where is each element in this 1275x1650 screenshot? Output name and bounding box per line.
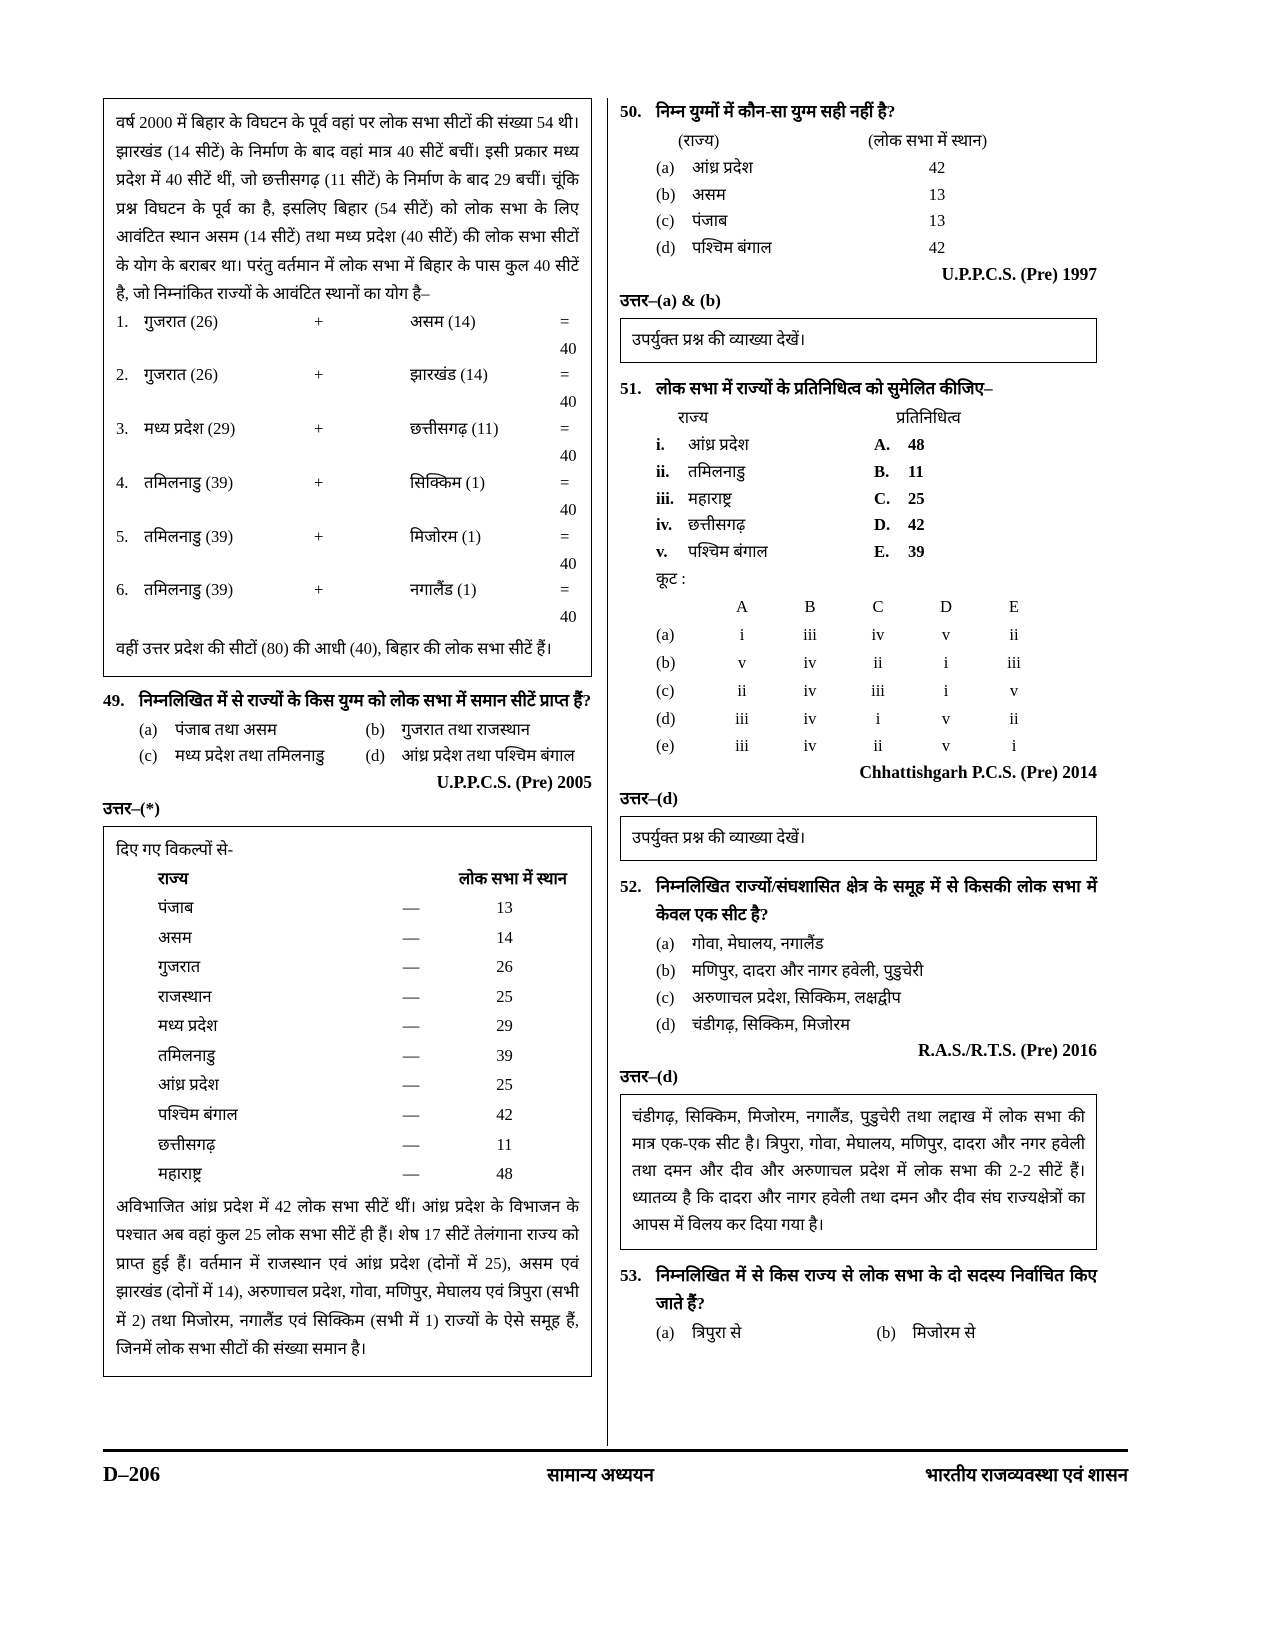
code-value: iii bbox=[871, 680, 885, 700]
plus-sign: + bbox=[314, 526, 324, 546]
plus-sign: + bbox=[314, 472, 324, 492]
pair-row bbox=[116, 577, 579, 631]
header-seats: (लोक सभा में स्थान) bbox=[868, 130, 988, 150]
option-row bbox=[656, 1320, 1097, 1347]
right-column bbox=[600, 98, 1097, 1443]
seat-count: 13 bbox=[496, 898, 513, 918]
state-name: राजस्थान bbox=[158, 986, 212, 1006]
explanation-51-text: उपर्युक्त प्रश्न की व्याख्या देखें। bbox=[632, 828, 806, 848]
code-col-d: D bbox=[940, 597, 952, 617]
table-row bbox=[116, 982, 579, 1012]
option-label: (d) bbox=[656, 1014, 676, 1034]
pair-state-a: तमिलनाडु (39) bbox=[144, 472, 234, 492]
code-value: v bbox=[1009, 680, 1019, 700]
pair-total: = 40 bbox=[560, 365, 577, 412]
option-label: (b) bbox=[365, 719, 385, 739]
question-52-number: 52. bbox=[620, 877, 642, 897]
code-value: i bbox=[1011, 736, 1017, 756]
question-51-text: लोक सभा में राज्यों के प्रतिनिधित्व को सुमेलित कीजिए– bbox=[656, 379, 993, 399]
explanation-52-text: चंडीगढ़, सिक्किम, मिजोरम, नगालैंड, पुडुचेरी तथा लद्दाख में लोक सभा की मात्र एक-एक सीट है। त्रिपुरा, गोवा, मेघालय, मणिपुर, दादरा और नगर हवेली तथा दमन और दीव और अरुणाचल प्रदेश में लोक सभा की 2-2 सीटें हैं। ध्यातव्य है कि दादरा और नागर हवेली तथा दमन और दीव संघ राज्यक्षेत्रों का आपस में विलय कर दिया गया है। bbox=[632, 1107, 1085, 1234]
match-value: 42 bbox=[908, 515, 925, 535]
question-53-option-a[interactable] bbox=[656, 1320, 877, 1347]
question-50-answer: उत्तर–(a) & (b) bbox=[620, 291, 721, 311]
pair-total: = 40 bbox=[560, 419, 577, 466]
question-49 bbox=[103, 687, 592, 715]
match-value: 39 bbox=[908, 542, 925, 562]
dash: — bbox=[402, 1164, 420, 1184]
code-value: ii bbox=[1009, 708, 1019, 728]
match-index: iv. bbox=[656, 515, 673, 535]
code-value: ii bbox=[873, 736, 883, 756]
option-label: (a) bbox=[656, 933, 675, 953]
plus-sign: + bbox=[314, 365, 324, 385]
question-52-source: R.A.S./R.T.S. (Pre) 2016 bbox=[917, 1040, 1097, 1061]
code-value: ii bbox=[737, 680, 747, 700]
header-representation: प्रतिनिधित्व bbox=[896, 407, 961, 427]
seat-count: 26 bbox=[496, 957, 513, 977]
code-value: iii bbox=[1007, 652, 1021, 672]
question-52-option-a[interactable] bbox=[656, 931, 1097, 958]
match-row bbox=[656, 486, 1097, 513]
pair-row bbox=[116, 470, 579, 524]
code-value: iv bbox=[803, 652, 817, 672]
option-label: (a) bbox=[656, 1322, 675, 1342]
option-label: (a) bbox=[139, 719, 158, 739]
question-53-text: निम्नलिखित में से किस राज्य से लोक सभा के दो सदस्य निर्वाचित किए जाते हैं? bbox=[656, 1265, 1097, 1313]
option-state: आंध्र प्रदेश bbox=[692, 157, 753, 177]
dash: — bbox=[402, 927, 420, 947]
code-value: iv bbox=[803, 708, 817, 728]
seat-count: 48 bbox=[496, 1164, 513, 1184]
dash: — bbox=[402, 1045, 420, 1065]
question-51-option-d[interactable] bbox=[656, 705, 1097, 733]
seat-count: 25 bbox=[496, 986, 513, 1006]
seat-table-col-state: राज्य bbox=[158, 869, 189, 889]
option-seats: 13 bbox=[928, 211, 946, 231]
option-text: गुजरात तथा राजस्थान bbox=[401, 719, 530, 739]
question-51-code-table bbox=[656, 593, 1097, 760]
pair-state-a: गुजरात (26) bbox=[144, 311, 218, 331]
question-53-option-b[interactable] bbox=[877, 1320, 1098, 1347]
option-text: मध्य प्रदेश तथा तमिलनाडु bbox=[175, 746, 325, 766]
pair-state-b: नगालैंड (1) bbox=[410, 580, 477, 600]
two-column-body bbox=[103, 98, 1128, 1443]
question-51-match-header bbox=[656, 405, 1097, 432]
option-label: (d) bbox=[365, 746, 385, 766]
code-col-b: B bbox=[804, 597, 816, 617]
footer-topic: भारतीय राजव्यवस्था एवं शासन bbox=[925, 1466, 1128, 1486]
pair-index: 5. bbox=[116, 526, 129, 546]
question-50-option-c[interactable] bbox=[656, 208, 1097, 235]
table-row bbox=[116, 923, 579, 953]
match-row bbox=[656, 459, 1097, 486]
match-letter: A. bbox=[874, 434, 891, 454]
question-50-table-header bbox=[656, 128, 1097, 155]
question-49-option-d[interactable] bbox=[366, 743, 593, 770]
code-value: iv bbox=[803, 736, 817, 756]
code-value: iv bbox=[871, 624, 885, 644]
code-col-a: A bbox=[736, 597, 748, 617]
table-row bbox=[116, 1130, 579, 1160]
question-49-option-a[interactable] bbox=[139, 717, 366, 744]
match-value: 48 bbox=[908, 434, 925, 454]
pair-index: 2. bbox=[116, 365, 129, 385]
option-label: (a) bbox=[656, 157, 675, 177]
question-49-option-b[interactable] bbox=[366, 717, 593, 744]
match-row bbox=[656, 432, 1097, 459]
pair-state-b: सिक्किम (1) bbox=[410, 472, 486, 492]
state-name: आंध्र प्रदेश bbox=[158, 1075, 219, 1095]
option-seats: 13 bbox=[928, 184, 946, 204]
question-52-options bbox=[656, 931, 1097, 1039]
explanation-49-paragraph: अविभाजित आंध्र प्रदेश में 42 लोक सभा सीटें थीं। आंध्र प्रदेश के विभाजन के पश्चात अब वहां कुल 25 लोक सभा सीटें ही हैं। शेष 17 सीटें तेलंगाना राज्य को प्राप्त हुई हैं। वर्तमान में राजस्थान एवं आंध्र प्रदेश (दोनों में 25), असम एवं झारखंड (दोनों में 14), अरुणाचल प्रदेश, गोवा, मणिपुर, मेघालय एवं त्रिपुरा (सभी में 2) तथा मिजोरम, नगालैंड एवं सिक्किम (सभी में 1) राज्यों के ऐसे समूह हैं, जिनमें लोक सभा सीटों की संख्या समान है। bbox=[116, 1196, 579, 1359]
question-51-option-a[interactable] bbox=[656, 621, 1097, 649]
match-value: 11 bbox=[908, 461, 924, 481]
match-row bbox=[656, 512, 1097, 539]
match-value: 25 bbox=[908, 488, 925, 508]
option-text: आंध्र प्रदेश तथा पश्चिम बंगाल bbox=[401, 746, 575, 766]
state-name: छत्तीसगढ़ bbox=[158, 1134, 216, 1154]
table-row bbox=[116, 893, 579, 923]
option-seats: 42 bbox=[928, 238, 946, 258]
pair-total: = 40 bbox=[560, 311, 577, 358]
code-value: iii bbox=[803, 624, 817, 644]
dash: — bbox=[402, 1104, 420, 1124]
question-49-option-c[interactable] bbox=[139, 743, 366, 770]
footer-page-code: D–206 bbox=[103, 1462, 161, 1486]
state-name: पश्चिम बंगाल bbox=[158, 1104, 238, 1124]
option-text: त्रिपुरा से bbox=[692, 1322, 742, 1342]
option-text: चंडीगढ़, सिक्किम, मिजोरम bbox=[692, 1014, 851, 1034]
code-value: i bbox=[739, 624, 745, 644]
option-row bbox=[139, 743, 592, 770]
question-53-number: 53. bbox=[620, 1265, 642, 1285]
code-header-row bbox=[656, 593, 1097, 621]
seat-table-col-seats: लोक सभा में स्थान bbox=[458, 869, 567, 889]
question-50 bbox=[620, 98, 1097, 126]
pair-row bbox=[116, 362, 579, 416]
pair-row bbox=[116, 416, 579, 470]
state-name: तमिलनाडु bbox=[158, 1045, 216, 1065]
code-value: ii bbox=[1009, 624, 1019, 644]
footer-divider bbox=[103, 1449, 1128, 1452]
match-index: ii. bbox=[656, 461, 670, 481]
dash: — bbox=[402, 1075, 420, 1095]
dash: — bbox=[402, 1134, 420, 1154]
seat-table-header bbox=[116, 864, 579, 893]
code-col-e: E bbox=[1008, 597, 1020, 617]
match-letter: D. bbox=[874, 515, 891, 535]
question-49-text: निम्नलिखित में से राज्यों के किस युग्म को लोक सभा में समान सीटें प्राप्त हैं? bbox=[139, 690, 592, 710]
question-52-option-d[interactable] bbox=[656, 1012, 1097, 1039]
seat-count: 11 bbox=[496, 1134, 513, 1154]
question-52-answer: उत्तर–(d) bbox=[620, 1067, 678, 1087]
dash: — bbox=[402, 1016, 420, 1036]
pair-index: 1. bbox=[116, 311, 129, 331]
seat-count: 25 bbox=[496, 1075, 513, 1095]
question-50-option-a[interactable] bbox=[656, 155, 1097, 182]
option-label: (b) bbox=[656, 960, 676, 980]
state-name: गुजरात bbox=[158, 957, 201, 977]
pair-state-b: छत्तीसगढ़ (11) bbox=[410, 419, 499, 439]
pair-row bbox=[116, 524, 579, 578]
pair-state-a: तमिलनाडु (39) bbox=[144, 580, 234, 600]
option-text: मणिपुर, दादरा और नागर हवेली, पुडुचेरी bbox=[692, 960, 924, 980]
option-label: (c) bbox=[139, 746, 158, 766]
explanation-box-top bbox=[103, 98, 592, 677]
table-row bbox=[116, 1070, 579, 1100]
code-col-c: C bbox=[872, 597, 884, 617]
table-row bbox=[116, 1041, 579, 1071]
pair-index: 3. bbox=[116, 419, 129, 439]
code-value: iii bbox=[735, 708, 749, 728]
pair-total: = 40 bbox=[560, 472, 577, 519]
table-row bbox=[116, 952, 579, 982]
page-footer bbox=[103, 1462, 1128, 1487]
match-state: पश्चिम बंगाल bbox=[688, 542, 768, 562]
pair-total: = 40 bbox=[560, 526, 577, 573]
option-label: (c) bbox=[656, 680, 675, 700]
pair-index: 6. bbox=[116, 580, 129, 600]
plus-sign: + bbox=[314, 419, 324, 439]
header-state: राज्य bbox=[678, 407, 709, 427]
code-value: v bbox=[941, 624, 951, 644]
option-label: (d) bbox=[656, 708, 676, 728]
explanation-top-paragraph: वर्ष 2000 में बिहार के विघटन के पूर्व वहां पर लोक सभा सीटों की संख्या 54 थी। झारखंड (14 सीटें) के निर्माण के बाद वहां मात्र 40 सीटें बचीं। इसी प्रकार मध्य प्रदेश में 40 सीटें थीं, जो छत्तीसगढ़ (11 सीटें) के निर्माण के बाद 29 बचीं। चूंकि प्रश्न विघटन के पूर्व का है, इसलिए बिहार (54 सीटें) को लोक सभा के लिए आवंटित स्थान असम (14 सीटें) तथा मध्य प्रदेश (40 सीटें) की लोक सभा सीटों के योग के बराबर था। परंतु वर्तमान में लोक सभा में बिहार के पास कुल 40 सीटें है, जो निम्नांकित राज्यों के आवंटित स्थानों का योग है– bbox=[116, 113, 579, 304]
option-label: (b) bbox=[656, 652, 676, 672]
match-index: v. bbox=[656, 542, 668, 562]
pair-state-a: तमिलनाडु (39) bbox=[144, 526, 234, 546]
question-51-option-b[interactable] bbox=[656, 649, 1097, 677]
option-label: (a) bbox=[656, 624, 675, 644]
dash: — bbox=[402, 986, 420, 1006]
seat-sum-pairs-list bbox=[116, 309, 579, 632]
code-value: i bbox=[943, 680, 949, 700]
code-value: iv bbox=[803, 680, 817, 700]
match-index: i. bbox=[656, 434, 665, 454]
plus-sign: + bbox=[314, 580, 324, 600]
left-column bbox=[103, 98, 600, 1443]
question-49-number: 49. bbox=[103, 690, 125, 710]
explanation-50-text: उपर्युक्त प्रश्न की व्याख्या देखें। bbox=[632, 330, 806, 350]
state-name: असम bbox=[158, 927, 192, 947]
seat-count: 42 bbox=[496, 1104, 513, 1124]
pair-row bbox=[116, 309, 579, 363]
footer-subject: सामान्य अध्ययन bbox=[547, 1466, 654, 1486]
question-52-option-c[interactable] bbox=[656, 985, 1097, 1012]
pair-state-b: असम (14) bbox=[410, 311, 476, 331]
question-51-answer: उत्तर–(d) bbox=[620, 789, 678, 809]
question-51-option-e[interactable] bbox=[656, 732, 1097, 760]
option-label: (b) bbox=[656, 184, 676, 204]
option-label: (b) bbox=[876, 1322, 896, 1342]
state-name: महाराष्ट्र bbox=[158, 1164, 202, 1184]
match-state: महाराष्ट्र bbox=[688, 488, 732, 508]
question-51-source: Chhattishgarh P.C.S. (Pre) 2014 bbox=[859, 762, 1097, 783]
question-49-answer: उत्तर–(*) bbox=[103, 799, 160, 819]
match-state: तमिलनाडु bbox=[688, 461, 746, 481]
question-50-options bbox=[656, 155, 1097, 263]
explanation-top-closing: वहीं उत्तर प्रदेश की सीटों (80) की आधी (40), बिहार की लोक सभा सीटें हैं। bbox=[116, 639, 552, 659]
option-text: अरुणाचल प्रदेश, सिक्किम, लक्षद्वीप bbox=[692, 987, 901, 1007]
state-name: पंजाब bbox=[158, 898, 194, 918]
seat-count: 39 bbox=[496, 1045, 513, 1065]
pair-total: = 40 bbox=[560, 580, 577, 627]
match-state: आंध्र प्रदेश bbox=[688, 434, 749, 454]
question-53-options bbox=[656, 1320, 1097, 1347]
option-text: गोवा, मेघालय, नगालैंड bbox=[692, 933, 824, 953]
option-state: असम bbox=[692, 184, 726, 204]
header-state: (राज्य) bbox=[678, 130, 720, 150]
question-49-source: U.P.P.C.S. (Pre) 2005 bbox=[436, 772, 592, 793]
question-50-text: निम्न युग्मों में कौन-सा युग्म सही नहीं है? bbox=[656, 102, 896, 121]
match-state: छत्तीसगढ़ bbox=[688, 515, 746, 535]
explanation-49-lead: दिए गए विकल्पों से- bbox=[116, 840, 234, 860]
question-51-code-label: कूट : bbox=[656, 569, 686, 589]
question-51-option-c[interactable] bbox=[656, 677, 1097, 705]
pair-state-b: झारखंड (14) bbox=[410, 365, 488, 385]
dash: — bbox=[402, 957, 420, 977]
code-value: v bbox=[941, 736, 951, 756]
question-51-number: 51. bbox=[620, 379, 642, 399]
dash: — bbox=[402, 898, 420, 918]
code-value: v bbox=[941, 708, 951, 728]
question-50-option-b[interactable] bbox=[656, 182, 1097, 209]
question-50-number: 50. bbox=[620, 102, 642, 121]
option-label: (e) bbox=[656, 736, 675, 756]
table-row bbox=[116, 1100, 579, 1130]
explanation-box-49 bbox=[103, 826, 592, 1376]
code-value: i bbox=[943, 652, 949, 672]
match-index: iii. bbox=[656, 488, 674, 508]
explanation-box-50 bbox=[620, 318, 1097, 363]
option-label: (d) bbox=[656, 238, 676, 258]
table-row bbox=[116, 1011, 579, 1041]
code-key bbox=[656, 593, 708, 621]
option-label: (c) bbox=[656, 987, 675, 1007]
question-49-options bbox=[139, 717, 592, 771]
question-52-option-b[interactable] bbox=[656, 958, 1097, 985]
option-text: मिजोरम से bbox=[912, 1322, 976, 1342]
question-52 bbox=[620, 873, 1097, 929]
match-letter: B. bbox=[874, 461, 890, 481]
plus-sign: + bbox=[314, 311, 324, 331]
pair-state-b: मिजोरम (1) bbox=[410, 526, 482, 546]
code-value: v bbox=[737, 652, 747, 672]
question-52-text: निम्नलिखित राज्यों/संघशासित क्षेत्र के समूह में से किसकी लोक सभा में केवल एक सीट है? bbox=[656, 877, 1097, 925]
explanation-box-51 bbox=[620, 816, 1097, 861]
code-value: i bbox=[875, 708, 881, 728]
match-letter: C. bbox=[874, 488, 891, 508]
table-row bbox=[116, 1159, 579, 1189]
question-50-option-d[interactable] bbox=[656, 235, 1097, 262]
code-value: iii bbox=[735, 736, 749, 756]
seat-count: 29 bbox=[496, 1016, 513, 1036]
option-label: (c) bbox=[656, 211, 675, 231]
state-name: मध्य प्रदेश bbox=[158, 1016, 218, 1036]
match-row bbox=[656, 539, 1097, 566]
question-53 bbox=[620, 1262, 1097, 1318]
pair-state-a: गुजरात (26) bbox=[144, 365, 218, 385]
seat-count: 14 bbox=[496, 927, 513, 947]
option-state: पंजाब bbox=[692, 211, 728, 231]
option-row bbox=[139, 717, 592, 744]
question-51 bbox=[620, 375, 1097, 403]
pair-index: 4. bbox=[116, 472, 129, 492]
code-value: ii bbox=[873, 652, 883, 672]
option-seats: 42 bbox=[928, 157, 946, 177]
option-text: पंजाब तथा असम bbox=[175, 719, 277, 739]
explanation-box-52 bbox=[620, 1094, 1097, 1249]
option-state: पश्चिम बंगाल bbox=[692, 238, 772, 258]
pair-state-a: मध्य प्रदेश (29) bbox=[144, 419, 236, 439]
question-50-source: U.P.P.C.S. (Pre) 1997 bbox=[941, 264, 1097, 285]
match-letter: E. bbox=[874, 542, 890, 562]
